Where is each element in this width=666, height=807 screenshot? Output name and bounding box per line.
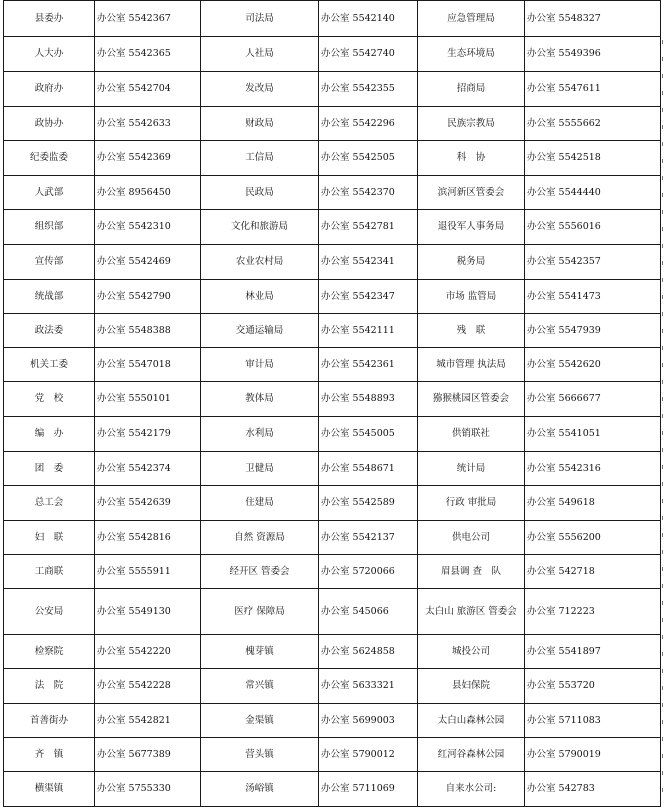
unit-name: 交通运输局 — [201, 314, 319, 348]
table-row — [4, 280, 661, 314]
edge-mark — [662, 380, 666, 384]
edge-mark — [662, 91, 666, 95]
edge-mark — [662, 244, 666, 248]
unit-name: 人武部 — [4, 176, 95, 210]
office-phone: 办公室 5542296 — [319, 107, 418, 141]
office-phone: 办公室 5542816 — [95, 521, 201, 555]
unit-name: 司法局 — [201, 1, 319, 37]
unit-name: 太白山 旅游区 管委会 — [418, 589, 525, 635]
office-phone: 办公室 5790012 — [319, 738, 418, 772]
edge-mark — [662, 686, 666, 690]
office-phone: 办公室 5542518 — [525, 141, 661, 176]
unit-name: 生态环境局 — [418, 37, 525, 72]
edge-mark — [662, 108, 666, 112]
office-phone: 办公室 5542310 — [95, 210, 201, 245]
table-row — [4, 589, 661, 635]
unit-name: 自来水公司: — [418, 772, 525, 807]
office-phone: 办公室 5542355 — [319, 72, 418, 107]
office-phone: 办公室 712223 — [525, 589, 661, 635]
office-phone: 办公室 5542347 — [319, 280, 418, 314]
unit-name: 财政局 — [201, 107, 319, 141]
table-row — [4, 635, 661, 669]
edge-mark — [662, 278, 666, 282]
office-phone: 办公室 5542821 — [95, 704, 201, 738]
table-row — [4, 37, 661, 72]
office-phone: 办公室 5547611 — [525, 72, 661, 107]
edge-mark — [662, 584, 666, 588]
unit-name: 住建局 — [201, 486, 319, 521]
edge-mark — [662, 193, 666, 197]
edge-mark — [662, 448, 666, 452]
edge-mark — [662, 40, 666, 44]
office-phone: 办公室 5677389 — [95, 738, 201, 772]
table-row — [4, 314, 661, 348]
unit-name: 统计局 — [418, 452, 525, 486]
edge-mark — [662, 754, 666, 758]
directory-body — [4, 1, 661, 807]
table-row — [4, 521, 661, 555]
unit-name: 经开区 管委会 — [201, 555, 319, 589]
unit-name: 发改局 — [201, 72, 319, 107]
edge-mark — [662, 482, 666, 486]
unit-name: 太白山森林公园 — [418, 704, 525, 738]
office-phone: 办公室 5556200 — [525, 521, 661, 555]
unit-name: 市场 监管局 — [418, 280, 525, 314]
unit-name: 科 协 — [418, 141, 525, 176]
edge-mark — [662, 176, 666, 180]
edge-mark — [662, 125, 666, 129]
edge-mark — [662, 771, 666, 775]
unit-name: 首善街办 — [4, 704, 95, 738]
edge-mark — [662, 397, 666, 401]
unit-name: 横渠镇 — [4, 772, 95, 807]
office-phone: 办公室 5542220 — [95, 635, 201, 669]
office-phone: 办公室 5541473 — [525, 280, 661, 314]
office-phone: 办公室 542718 — [525, 555, 661, 589]
unit-name: 县妇保院 — [418, 669, 525, 704]
office-phone: 办公室 5555662 — [525, 107, 661, 141]
edge-mark — [662, 142, 666, 146]
unit-name: 卫健局 — [201, 452, 319, 486]
office-phone: 办公室 5542367 — [95, 1, 201, 37]
unit-name: 统战部 — [4, 280, 95, 314]
table-row — [4, 72, 661, 107]
unit-name: 政法委 — [4, 314, 95, 348]
table-row — [4, 486, 661, 521]
edge-mark — [662, 516, 666, 520]
unit-name: 宣传部 — [4, 245, 95, 280]
table-row — [4, 1, 661, 37]
unit-name: 金渠镇 — [201, 704, 319, 738]
edge-mark — [662, 414, 666, 418]
table-row — [4, 348, 661, 382]
unit-name: 民族宗教局 — [418, 107, 525, 141]
table-row — [4, 738, 661, 772]
unit-name: 残 联 — [418, 314, 525, 348]
unit-name: 县委办 — [4, 1, 95, 37]
unit-name: 党 校 — [4, 382, 95, 417]
office-phone: 办公室 5711083 — [525, 704, 661, 738]
unit-name: 滨河新区管委会 — [418, 176, 525, 210]
edge-mark — [662, 227, 666, 231]
edge-mark — [662, 720, 666, 724]
unit-name: 水利局 — [201, 417, 319, 452]
office-phone: 办公室 5555911 — [95, 555, 201, 589]
office-phone: 办公室 5549130 — [95, 589, 201, 635]
edge-mark — [662, 618, 666, 622]
edge-mark — [662, 550, 666, 554]
unit-name: 民政局 — [201, 176, 319, 210]
unit-name: 汤峪镇 — [201, 772, 319, 807]
office-phone: 办公室 5542790 — [95, 280, 201, 314]
unit-name: 城投公司 — [418, 635, 525, 669]
unit-name: 法 院 — [4, 669, 95, 704]
office-phone: 办公室 5541897 — [525, 635, 661, 669]
office-phone: 办公室 5548327 — [525, 1, 661, 37]
unit-name: 红河谷森林公园 — [418, 738, 525, 772]
office-phone: 办公室 5542633 — [95, 107, 201, 141]
office-phone: 办公室 549618 — [525, 486, 661, 521]
office-phone: 办公室 5699003 — [319, 704, 418, 738]
office-phone: 办公室 5542620 — [525, 348, 661, 382]
table-row — [4, 210, 661, 245]
unit-name: 妇 联 — [4, 521, 95, 555]
office-phone: 办公室 5547939 — [525, 314, 661, 348]
office-phone: 办公室 5542374 — [95, 452, 201, 486]
office-phone: 办公室 5541051 — [525, 417, 661, 452]
unit-name: 城市管理 执法局 — [418, 348, 525, 382]
edge-mark — [662, 788, 666, 792]
office-phone: 办公室 5633321 — [319, 669, 418, 704]
unit-name: 团 委 — [4, 452, 95, 486]
office-phone: 办公室 542783 — [525, 772, 661, 807]
edge-mark — [662, 295, 666, 299]
edge-mark — [662, 329, 666, 333]
unit-name: 槐芽镇 — [201, 635, 319, 669]
edge-mark — [662, 533, 666, 537]
office-phone: 办公室 5542179 — [95, 417, 201, 452]
unit-name: 审计局 — [201, 348, 319, 382]
unit-name: 工信局 — [201, 141, 319, 176]
office-phone: 办公室 5545005 — [319, 417, 418, 452]
table-row — [4, 704, 661, 738]
office-phone: 办公室 5542341 — [319, 245, 418, 280]
table-row — [4, 452, 661, 486]
unit-name: 文化和旅游局 — [201, 210, 319, 245]
office-phone: 办公室 5542111 — [319, 314, 418, 348]
unit-name: 林业局 — [201, 280, 319, 314]
unit-name: 公安局 — [4, 589, 95, 635]
office-phone: 办公室 5542704 — [95, 72, 201, 107]
unit-name: 营头镇 — [201, 738, 319, 772]
unit-name: 政协办 — [4, 107, 95, 141]
office-phone: 办公室 545066 — [319, 589, 418, 635]
unit-name: 自然 资源局 — [201, 521, 319, 555]
office-phone: 办公室 5542369 — [95, 141, 201, 176]
unit-name: 猕猴桃园区管委会 — [418, 382, 525, 417]
office-phone: 办公室 5542370 — [319, 176, 418, 210]
office-phone: 办公室 5542140 — [319, 1, 418, 37]
office-phone: 办公室 5556016 — [525, 210, 661, 245]
unit-name: 供电公司 — [418, 521, 525, 555]
unit-name: 政府办 — [4, 72, 95, 107]
edge-mark — [662, 635, 666, 639]
edge-mark — [662, 499, 666, 503]
unit-name: 医疗 保障局 — [201, 589, 319, 635]
office-phone: 办公室 5542589 — [319, 486, 418, 521]
unit-name: 人大办 — [4, 37, 95, 72]
office-phone: 办公室 5550101 — [95, 382, 201, 417]
office-phone: 办公室 5711069 — [319, 772, 418, 807]
edge-mark — [662, 703, 666, 707]
table-row — [4, 107, 661, 141]
unit-name: 齐 镇 — [4, 738, 95, 772]
unit-name: 检察院 — [4, 635, 95, 669]
edge-mark — [662, 159, 666, 163]
unit-name: 眉县调 查 队 — [418, 555, 525, 589]
directory-table — [3, 0, 661, 807]
unit-name: 招商局 — [418, 72, 525, 107]
edge-mark — [662, 669, 666, 673]
office-phone: 办公室 5542361 — [319, 348, 418, 382]
edge-mark — [662, 567, 666, 571]
office-phone: 办公室 5548893 — [319, 382, 418, 417]
unit-name: 行政 审批局 — [418, 486, 525, 521]
unit-name: 机关工委 — [4, 348, 95, 382]
office-phone: 办公室 5542781 — [319, 210, 418, 245]
unit-name: 供销联社 — [418, 417, 525, 452]
edge-mark — [662, 465, 666, 469]
table-row — [4, 772, 661, 807]
edge-mark — [662, 601, 666, 605]
edge-mark — [662, 57, 666, 61]
unit-name: 应急管理局 — [418, 1, 525, 37]
table-row — [4, 141, 661, 176]
table-row — [4, 669, 661, 704]
table-row — [4, 245, 661, 280]
edge-mark — [662, 737, 666, 741]
office-phone: 办公室 5542228 — [95, 669, 201, 704]
office-phone: 办公室 5544440 — [525, 176, 661, 210]
office-phone: 办公室 553720 — [525, 669, 661, 704]
edge-mark — [662, 312, 666, 316]
office-phone: 办公室 5542639 — [95, 486, 201, 521]
unit-name: 编 办 — [4, 417, 95, 452]
table-row — [4, 417, 661, 452]
unit-name: 教体局 — [201, 382, 319, 417]
office-phone: 办公室 5790019 — [525, 738, 661, 772]
office-phone: 办公室 5542740 — [319, 37, 418, 72]
edge-mark — [662, 74, 666, 78]
office-phone: 办公室 5542137 — [319, 521, 418, 555]
unit-name: 农业农村局 — [201, 245, 319, 280]
office-phone: 办公室 5755330 — [95, 772, 201, 807]
office-phone: 办公室 5720066 — [319, 555, 418, 589]
office-phone: 办公室 5542365 — [95, 37, 201, 72]
edge-mark — [662, 346, 666, 350]
office-phone: 办公室 5542357 — [525, 245, 661, 280]
office-phone: 办公室 5666677 — [525, 382, 661, 417]
unit-name: 组织部 — [4, 210, 95, 245]
edge-mark — [662, 363, 666, 367]
unit-name: 税务局 — [418, 245, 525, 280]
unit-name: 纪委监委 — [4, 141, 95, 176]
table-row — [4, 382, 661, 417]
office-phone: 办公室 5548388 — [95, 314, 201, 348]
office-phone: 办公室 5547018 — [95, 348, 201, 382]
office-phone: 办公室 5624858 — [319, 635, 418, 669]
unit-name: 退役军人事务局 — [418, 210, 525, 245]
table-row — [4, 176, 661, 210]
edge-mark — [662, 261, 666, 265]
unit-name: 总工会 — [4, 486, 95, 521]
edge-mark — [662, 652, 666, 656]
unit-name: 工商联 — [4, 555, 95, 589]
table-row — [4, 555, 661, 589]
edge-mark — [662, 431, 666, 435]
office-phone: 办公室 5542469 — [95, 245, 201, 280]
edge-mark — [662, 210, 666, 214]
unit-name: 人社局 — [201, 37, 319, 72]
office-phone: 办公室 5548671 — [319, 452, 418, 486]
office-phone: 办公室 5542316 — [525, 452, 661, 486]
office-phone: 办公室 8956450 — [95, 176, 201, 210]
unit-name: 常兴镇 — [201, 669, 319, 704]
office-phone: 办公室 5549396 — [525, 37, 661, 72]
office-phone: 办公室 5542505 — [319, 141, 418, 176]
